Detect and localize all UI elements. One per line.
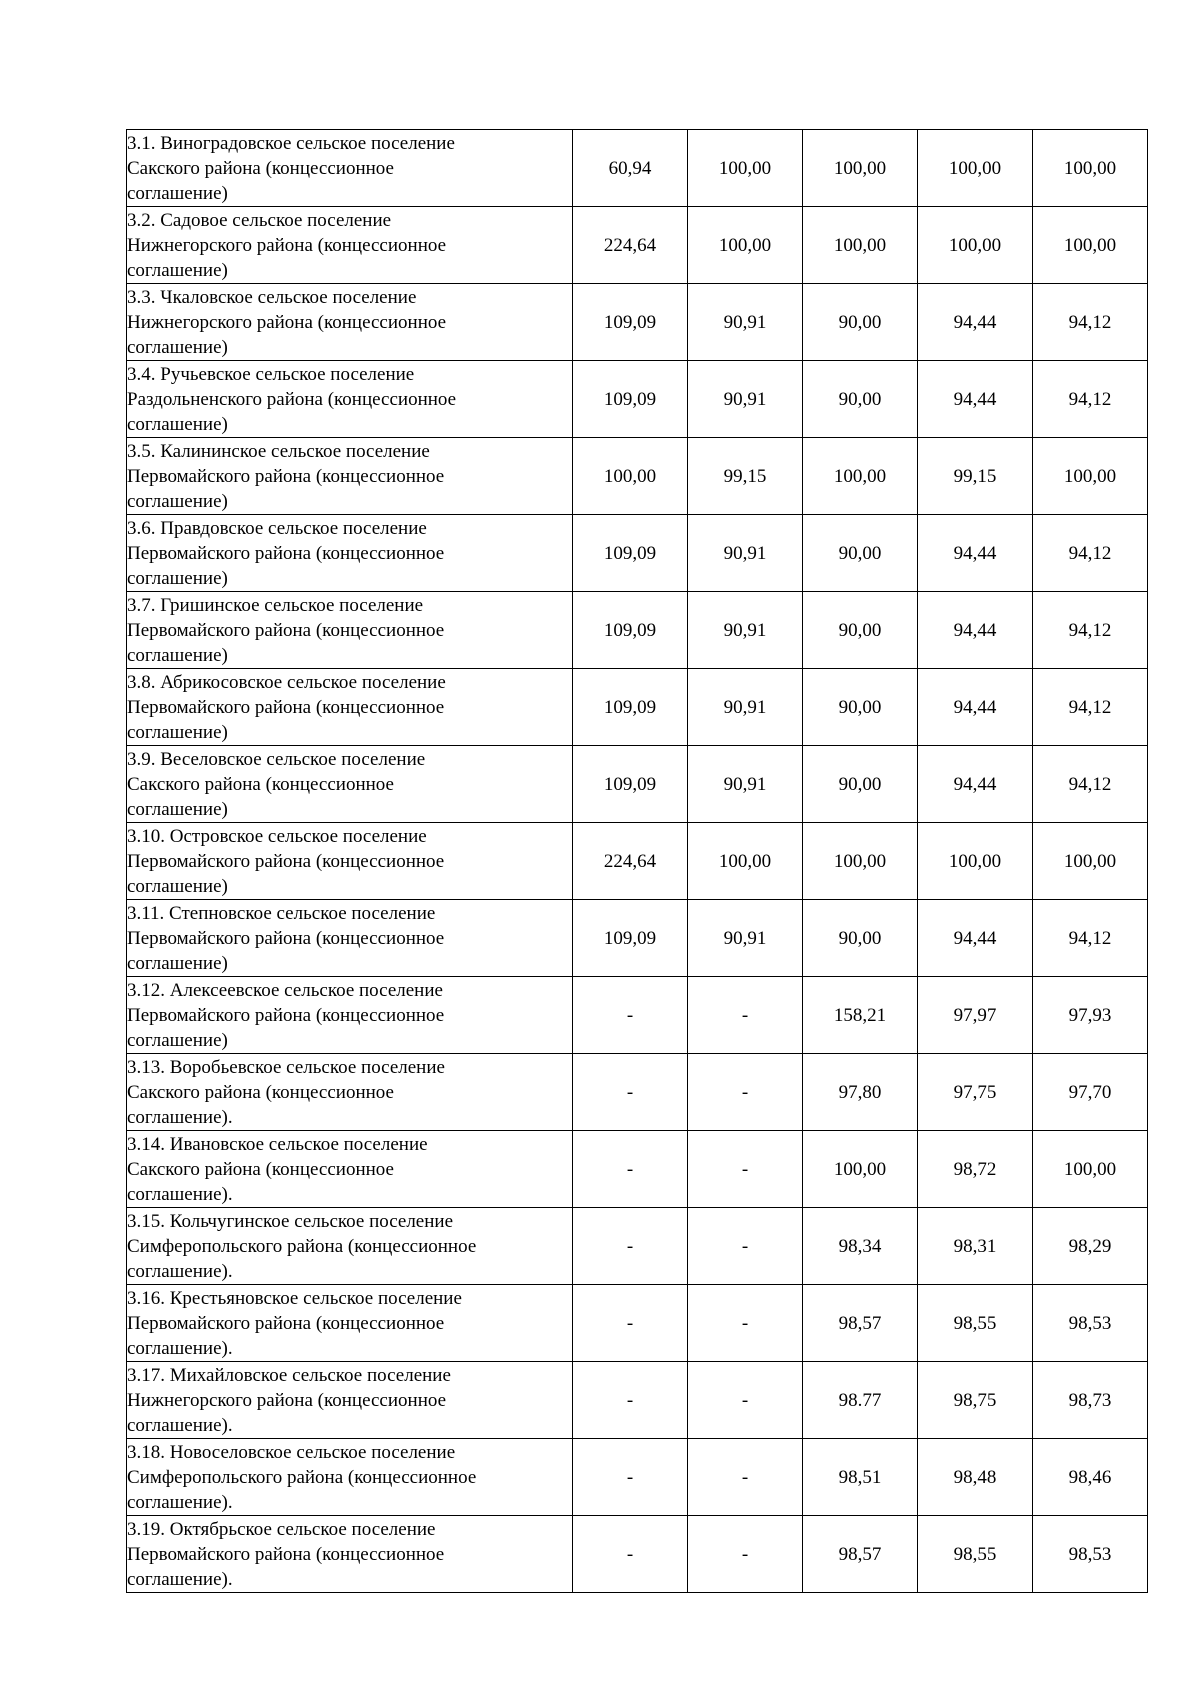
value-cell: - [688, 977, 803, 1054]
value-cell: 100,00 [918, 823, 1033, 900]
settlement-name-cell [127, 900, 573, 977]
value-cell: 94,12 [1033, 361, 1148, 438]
value-cell: - [573, 977, 688, 1054]
table-row [127, 1362, 1148, 1439]
value-cell: 94,44 [918, 592, 1033, 669]
value-cell: 94,44 [918, 361, 1033, 438]
value-cell: - [688, 1131, 803, 1208]
value-cell: 98.77 [803, 1362, 918, 1439]
settlement-name: 3.5. Калининское сельское поселение Первомайского района (концессионное соглашение) [127, 441, 445, 512]
value-cell: 99,15 [918, 438, 1033, 515]
value-cell: - [573, 1054, 688, 1131]
table-row [127, 1285, 1148, 1362]
value-cell: 94,12 [1033, 515, 1148, 592]
table-row [127, 1208, 1148, 1285]
value-cell: 90,00 [803, 284, 918, 361]
value-cell: - [573, 1516, 688, 1593]
table-row [127, 1516, 1148, 1593]
value-cell: - [573, 1131, 688, 1208]
value-cell: - [688, 1208, 803, 1285]
value-cell: 100,00 [688, 207, 803, 284]
value-cell: 98,72 [918, 1131, 1033, 1208]
value-cell: 100,00 [803, 207, 918, 284]
settlement-name-cell [127, 130, 573, 207]
value-cell: 97,80 [803, 1054, 918, 1131]
settlement-name: 3.10. Островское сельское поселение Первомайского района (концессионное соглашение) [127, 826, 445, 897]
settlement-name: 3.2. Садовое сельское поселение Нижнегорского района (концессионное соглашение) [127, 210, 447, 281]
settlement-name-cell [127, 1131, 573, 1208]
value-cell: 90,00 [803, 592, 918, 669]
value-cell: 60,94 [573, 130, 688, 207]
value-cell: 100,00 [803, 1131, 918, 1208]
settlement-name-cell [127, 515, 573, 592]
table-row [127, 361, 1148, 438]
value-cell: 100,00 [1033, 823, 1148, 900]
value-cell: 100,00 [688, 823, 803, 900]
table-row [127, 1439, 1148, 1516]
value-cell: 98,48 [918, 1439, 1033, 1516]
value-cell: 98,29 [1033, 1208, 1148, 1285]
settlement-name: 3.8. Абрикосовское сельское поселение Первомайского района (концессионное соглашение) [127, 672, 446, 743]
value-cell: 109,09 [573, 284, 688, 361]
table-row [127, 900, 1148, 977]
table-row [127, 207, 1148, 284]
table-row [127, 977, 1148, 1054]
table-row [127, 130, 1148, 207]
value-cell: 98,55 [918, 1516, 1033, 1593]
value-cell: 100,00 [688, 130, 803, 207]
value-cell: 94,44 [918, 515, 1033, 592]
table-row [127, 1054, 1148, 1131]
table-row [127, 592, 1148, 669]
table-body [127, 130, 1148, 1593]
value-cell: 90,00 [803, 746, 918, 823]
value-cell: 94,12 [1033, 900, 1148, 977]
value-cell: 98,34 [803, 1208, 918, 1285]
table-row [127, 438, 1148, 515]
value-cell: 100,00 [918, 130, 1033, 207]
settlement-name-cell [127, 1054, 573, 1131]
settlement-name: 3.15. Кольчугинское сельское поселение Симферопольского района (концессионное соглашение). [127, 1211, 477, 1282]
value-cell: 90,91 [688, 746, 803, 823]
value-cell: 97,93 [1033, 977, 1148, 1054]
value-cell: 98,31 [918, 1208, 1033, 1285]
value-cell: 98,55 [918, 1285, 1033, 1362]
settlement-name-cell [127, 746, 573, 823]
settlement-name: 3.14. Ивановское сельское поселение Сакского района (концессионное соглашение). [127, 1134, 428, 1205]
value-cell: 97,70 [1033, 1054, 1148, 1131]
value-cell: 90,91 [688, 669, 803, 746]
value-cell: 98,53 [1033, 1516, 1148, 1593]
settlement-name: 3.1. Виноградовское сельское поселение Сакского района (концессионное соглашение) [127, 133, 455, 204]
value-cell: 97,75 [918, 1054, 1033, 1131]
settlement-name-cell [127, 1516, 573, 1593]
value-cell: 158,21 [803, 977, 918, 1054]
value-cell: 94,12 [1033, 669, 1148, 746]
settlement-name: 3.19. Октябрьское сельское поселение Первомайского района (концессионное соглашение). [127, 1519, 445, 1590]
value-cell: 98,46 [1033, 1439, 1148, 1516]
value-cell: - [688, 1054, 803, 1131]
value-cell: 98,57 [803, 1285, 918, 1362]
value-cell: 109,09 [573, 669, 688, 746]
value-cell: 98,51 [803, 1439, 918, 1516]
value-cell: 97,97 [918, 977, 1033, 1054]
settlement-name-cell [127, 284, 573, 361]
settlement-name-cell [127, 1285, 573, 1362]
settlement-name-cell [127, 361, 573, 438]
settlement-name: 3.3. Чкаловское сельское поселение Нижнегорского района (концессионное соглашение) [127, 287, 447, 358]
value-cell: 90,91 [688, 284, 803, 361]
value-cell: - [573, 1208, 688, 1285]
value-cell: 90,00 [803, 900, 918, 977]
settlement-name-cell [127, 592, 573, 669]
value-cell: 94,44 [918, 900, 1033, 977]
settlement-name-cell [127, 207, 573, 284]
value-cell: 100,00 [803, 438, 918, 515]
table-row [127, 284, 1148, 361]
settlement-name: 3.4. Ручьевское сельское поселение Раздольненского района (концессионное соглашение) [127, 364, 457, 435]
settlement-name: 3.9. Веселовское сельское поселение Сакского района (концессионное соглашение) [127, 749, 426, 820]
value-cell: 109,09 [573, 515, 688, 592]
value-cell: 90,91 [688, 900, 803, 977]
settlement-name-cell [127, 823, 573, 900]
settlement-name: 3.6. Правдовское сельское поселение Первомайского района (концессионное соглашение) [127, 518, 445, 589]
data-table [126, 129, 1148, 1593]
value-cell: 100,00 [573, 438, 688, 515]
value-cell: - [688, 1439, 803, 1516]
settlement-name: 3.17. Михайловское сельское поселение Нижнегорского района (концессионное соглашение). [127, 1365, 451, 1436]
value-cell: 90,00 [803, 361, 918, 438]
value-cell: 100,00 [803, 130, 918, 207]
value-cell: 224,64 [573, 823, 688, 900]
value-cell: 109,09 [573, 900, 688, 977]
settlement-name-cell [127, 669, 573, 746]
settlement-name-cell [127, 977, 573, 1054]
value-cell: 98,53 [1033, 1285, 1148, 1362]
table-row [127, 515, 1148, 592]
value-cell: 94,12 [1033, 592, 1148, 669]
settlement-name: 3.13. Воробьевское сельское поселение Сакского района (концессионное соглашение). [127, 1057, 445, 1128]
value-cell: 98,73 [1033, 1362, 1148, 1439]
table-row [127, 746, 1148, 823]
settlement-name: 3.16. Крестьяновское сельское поселение Первомайского района (концессионное соглашение). [127, 1288, 462, 1359]
value-cell: 99,15 [688, 438, 803, 515]
value-cell: 94,44 [918, 284, 1033, 361]
settlement-name-cell [127, 1362, 573, 1439]
value-cell: 94,44 [918, 746, 1033, 823]
value-cell: 109,09 [573, 361, 688, 438]
value-cell: 100,00 [803, 823, 918, 900]
value-cell: 98,75 [918, 1362, 1033, 1439]
value-cell: - [573, 1362, 688, 1439]
value-cell: 90,91 [688, 361, 803, 438]
value-cell: - [688, 1362, 803, 1439]
value-cell: 94,12 [1033, 746, 1148, 823]
value-cell: 90,91 [688, 515, 803, 592]
settlement-name-cell [127, 438, 573, 515]
value-cell: 109,09 [573, 592, 688, 669]
value-cell: 90,91 [688, 592, 803, 669]
value-cell: 224,64 [573, 207, 688, 284]
table-row [127, 1131, 1148, 1208]
value-cell: - [688, 1516, 803, 1593]
value-cell: 100,00 [918, 207, 1033, 284]
value-cell: 98,57 [803, 1516, 918, 1593]
settlement-name-cell [127, 1439, 573, 1516]
value-cell: 100,00 [1033, 1131, 1148, 1208]
value-cell: - [573, 1285, 688, 1362]
value-cell: 94,44 [918, 669, 1033, 746]
settlement-name: 3.11. Степновское сельское поселение Первомайского района (концессионное соглашение) [127, 903, 445, 974]
value-cell: 100,00 [1033, 207, 1148, 284]
value-cell: 100,00 [1033, 130, 1148, 207]
settlement-name: 3.18. Новоселовское сельское поселение Симферопольского района (концессионное соглашение). [127, 1442, 477, 1513]
value-cell: 90,00 [803, 515, 918, 592]
value-cell: - [688, 1285, 803, 1362]
value-cell: 100,00 [1033, 438, 1148, 515]
table-row [127, 669, 1148, 746]
settlement-name: 3.7. Гришинское сельское поселение Первомайского района (концессионное соглашение) [127, 595, 445, 666]
value-cell: 90,00 [803, 669, 918, 746]
value-cell: - [573, 1439, 688, 1516]
table-row [127, 823, 1148, 900]
settlement-name: 3.12. Алексеевское сельское поселение Первомайского района (концессионное соглашение) [127, 980, 445, 1051]
settlement-name-cell [127, 1208, 573, 1285]
value-cell: 94,12 [1033, 284, 1148, 361]
value-cell: 109,09 [573, 746, 688, 823]
